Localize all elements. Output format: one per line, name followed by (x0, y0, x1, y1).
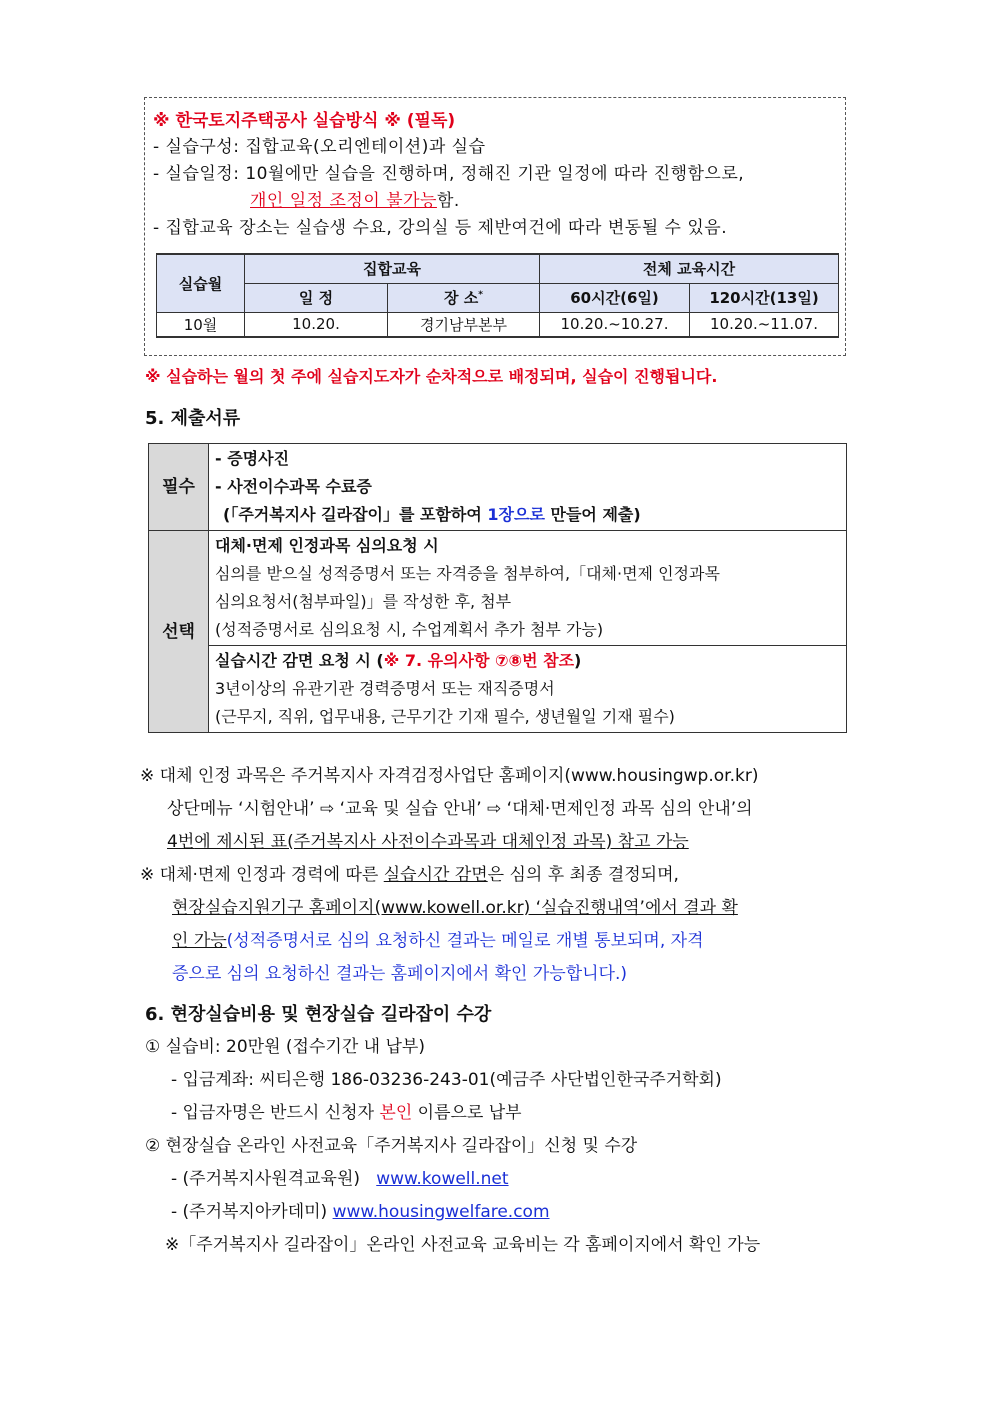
notice-line: - 실습일정: 10월에만 실습을 진행하며, 정해진 기관 일정에 따라 진행함으로, (153, 164, 745, 184)
optional-item-reduction: 실습시간 감면 요청 시 (※ 7. 유의사항 ⑦⑧번 참조) 3년이상의 유관기관 경력증명서 또는 재직증명서 (근무지, 직위, 업무내용, 근무기간 기재 필수, 생년월일 기재 필수) (209, 646, 847, 733)
col-group-edu: 집합교육 (245, 254, 540, 283)
col-date: 일 정 (245, 283, 388, 312)
notice-line: - 실습구성: 집합교육(오리엔테이션)과 실습 (153, 137, 486, 157)
required-label: 필수 (149, 444, 209, 531)
notice-title: ※ 한국토지주택공사 실습방식 ※ (필독) (153, 111, 456, 131)
schedule-table (156, 253, 839, 338)
section6-title: 6. 현장실습비용 및 현장실습 길라잡이 수강 (145, 1004, 492, 1025)
optional-label: 선택 (149, 531, 209, 733)
col-month: 실습월 (157, 254, 245, 312)
lh-notice-box (144, 97, 846, 356)
section5-title: 5. 제출서류 (145, 408, 241, 429)
col-place: 장 소* (388, 283, 540, 312)
notice-warning: 개인 일정 조정이 불가능 (250, 191, 437, 211)
housingwelfare-link[interactable]: www.housingwelfare.com (332, 1202, 550, 1222)
notice-line: - 집합교육 장소는 실습생 수요, 강의실 등 제반여건에 따라 변동될 수 있음. (153, 218, 728, 238)
section6: 6. 현장실습비용 및 현장실습 길라잡이 수강 ① 실습비: 20만원 (접수기간 내 납부) - 입금계좌: 씨티은행 186-03236-243-01(예금주 사단법인한국주거학회) - 입금자명은 반드시 신청자 본인 이름으로 납부 ② 현장실습 온라인 사전교육「주거복지사 길라잡이」신청 및 수강 - (주거복지사원격교육원) www.kowell.net - (주거복지아카데미) www.housingwelfare.com ※「주거복지사 길라잡이」온라인 사전교육 교육비는 각 홈페이지에서 확인 가능 (145, 998, 857, 1262)
col-total-hours: 전체 교육시간 (540, 254, 839, 283)
notes-block: ※ 대체 인정 과목은 주거복지사 자격검정사업단 홈페이지(www.housingwp.or.kr) 상단메뉴 ‘시험안내’ ⇨ ‘교육 및 실습 안내’ ⇨ ‘대체·면제인정 과목 심의 안내’의 4번에 제시된 표(주거복지사 사전이수과목과 대체인정 과목) 참고 가능 ※ 대체·면제 인정과 경력에 따른 실습시간 감면은 심의 후 최종 결정되며, 현장실습지원기구 홈페이지(www.kowell.or.kr) ‘실습진행내역’에서 결과 확 인 가능(성적증명서로 심의 요청하신 결과는 메일로 개별 통보되며, 자격 증으로 심의 요청하신 결과는 홈페이지에서 확인 가능합니다.) (140, 766, 759, 984)
required-items: - 증명사진 - 사전이수과목 수료증 (「주거복지사 길라잡이」를 포함하여 1장으로 만들어 제출) (209, 444, 847, 531)
table-row: 10월 10.20. 경기남부본부 10.20.~10.27. 10.20.~11.07. (157, 312, 839, 337)
notice-line: 개인 일정 조정이 불가능함. (250, 191, 460, 211)
documents-table (148, 443, 847, 733)
col-120h: 120시간(13일) (690, 283, 839, 312)
assignment-note: ※ 실습하는 월의 첫 주에 실습지도자가 순차적으로 배정되며, 실습이 진행됩니다. (145, 367, 718, 386)
kowell-link[interactable]: www.kowell.net (376, 1169, 509, 1189)
col-60h: 60시간(6일) (540, 283, 690, 312)
optional-item-substitute: 대체·면제 인정과목 심의요청 시 심의를 받으실 성적증명서 또는 자격증을 첨부하여,「대체·면제 인정과목 심의요청서(첨부파일)」를 작성한 후, 첨부 (성적증명서로 심의요청 시, 수업계획서 추가 첨부 가능) (209, 531, 847, 646)
